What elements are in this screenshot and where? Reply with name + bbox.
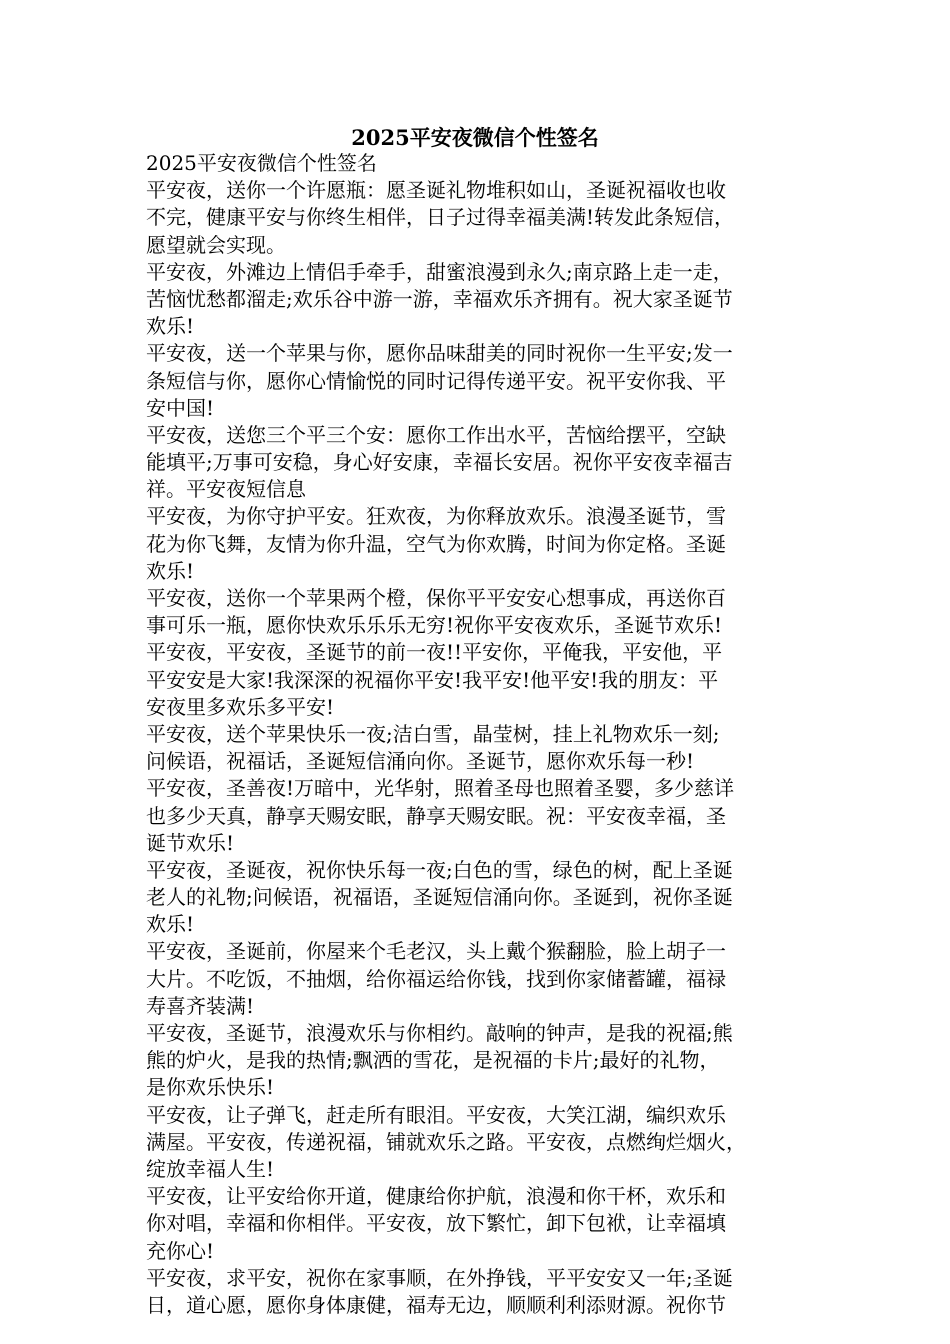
body-text-line: 平安夜，求平安，祝你在家事顺，在外挣钱，平平安安又一年;圣诞 [146, 1265, 733, 1290]
body-text-line: 平安夜，圣善夜!万暗中，光华射，照着圣母也照着圣婴，多少慈详 [146, 776, 735, 801]
body-text-line: 是你欢乐快乐! [146, 1075, 275, 1100]
body-text-line: 平安安是大家!我深深的祝福你平安!我平安!他平安!我的朋友：平 [146, 667, 719, 692]
body-text-line: 你对唱，幸福和你相伴。平安夜，放下繁忙，卸下包袱，让幸福填 [146, 1211, 726, 1236]
body-text-line: 愿望就会实现。 [146, 232, 286, 257]
body-text-line: 事可乐一瓶，愿你快欢乐乐乐无穷!祝你平安夜欢乐，圣诞节欢乐! [146, 613, 723, 638]
body-text-line: 绽放幸福人生! [146, 1156, 275, 1181]
body-text-line: 平安夜，圣诞节，浪漫欢乐与你相约。敲响的钟声，是我的祝福;熊 [146, 1021, 733, 1045]
body-text-line: 老人的礼物;问候语，祝福语，圣诞短信涌向你。圣诞到，祝你圣诞 [146, 885, 733, 910]
body-text-line: 花为你飞舞，友情为你升温，空气为你欢腾，时间为你定格。圣诞 [146, 531, 726, 556]
body-text-line: 平安夜，送一个苹果与你，愿你品味甜美的同时祝你一生平安;发一 [146, 341, 733, 366]
document-body [146, 150, 806, 1319]
body-text-line: 熊的炉火，是我的热情;飘洒的雪花，是祝福的卡片;最好的礼物， [146, 1048, 720, 1073]
body-text-line: 平安夜，平安夜，圣诞节的前一夜!!平安你，平俺我，平安他，平 [146, 640, 723, 665]
body-text-line: 也多少天真，静享天赐安眠，静享天赐安眠。祝：平安夜幸福，圣 [146, 803, 726, 828]
body-text-line: 条短信与你，愿你心情愉悦的同时记得传递平安。祝平安你我、平 [146, 368, 726, 393]
body-text-line: 平安夜，送你一个许愿瓶：愿圣诞礼物堆积如山，圣诞祝福收也收 [146, 178, 726, 203]
body-text-line: 安夜里多欢乐多平安! [146, 694, 335, 719]
body-text-line: 平安夜，送你一个苹果两个橙，保你平平安安心想事成，再送你百 [146, 586, 726, 610]
body-text-line: 日，道心愿，愿你身体康健，福寿无边，顺顺利利添财源。祝你节 [146, 1292, 726, 1317]
body-text-line: 不完，健康平安与你终生相伴，日子过得幸福美满!转发此条短信， [146, 205, 735, 230]
body-text-line: 平安夜，圣诞前，你屋来个毛老汉，头上戴个猴翻脸，脸上胡子一 [146, 939, 726, 964]
body-text-line: 平安夜，让子弹飞，赶走所有眼泪。平安夜，大笑江湖，编织欢乐 [146, 1102, 726, 1127]
body-text-line: 平安夜，让平安给你开道，健康给你护航，浪漫和你干杯，欢乐和 [146, 1184, 726, 1209]
body-text-line: 大片。不吃饭，不抽烟，给你福运给你钱，找到你家储蓄罐，福禄 [146, 966, 726, 991]
body-text-line: 祥。平安夜短信息 [146, 477, 306, 502]
body-text-line: 平安夜，送您三个平三个安：愿你工作出水平，苦恼给摆平，空缺 [146, 422, 726, 447]
body-text-line: 满屋。平安夜，传递祝福，铺就欢乐之路。平安夜，点燃绚烂烟火， [146, 1129, 746, 1154]
body-text-line: 欢乐! [146, 558, 195, 583]
body-text-line: 寿喜齐装满! [146, 993, 255, 1018]
body-text-line: 欢乐! [146, 912, 195, 937]
body-text-line: 问候语，祝福话，圣诞短信涌向你。圣诞节，愿你欢乐每一秒! [146, 749, 695, 774]
body-text-line: 欢乐! [146, 314, 195, 339]
body-text-line: 平安夜，外滩边上情侣手牵手，甜蜜浪漫到永久;南京路上走一走， [146, 259, 733, 284]
body-text-line: 平安夜，为你守护平安。狂欢夜，为你释放欢乐。浪漫圣诞节，雪 [146, 504, 726, 529]
document-title: 2025平安夜微信个性签名 [351, 125, 599, 150]
body-text-line: 诞节欢乐! [146, 830, 235, 855]
document-subtitle: 2025平安夜微信个性签名 [146, 151, 377, 175]
body-text-line: 能填平;万事可安稳，身心好安康，幸福长安居。祝你平安夜幸福吉 [146, 450, 733, 475]
body-text-line: 充你心! [146, 1238, 215, 1263]
body-text-line: 安中国! [146, 395, 215, 420]
body-text-line: 平安夜，圣诞夜，祝你快乐每一夜;白色的雪，绿色的树，配上圣诞 [146, 857, 733, 882]
body-text-line: 平安夜，送个苹果快乐一夜;洁白雪，晶莹树，挂上礼物欢乐一刻; [146, 721, 720, 746]
body-text-line: 苦恼忧愁都溜走;欢乐谷中游一游，幸福欢乐齐拥有。祝大家圣诞节 [146, 286, 733, 311]
